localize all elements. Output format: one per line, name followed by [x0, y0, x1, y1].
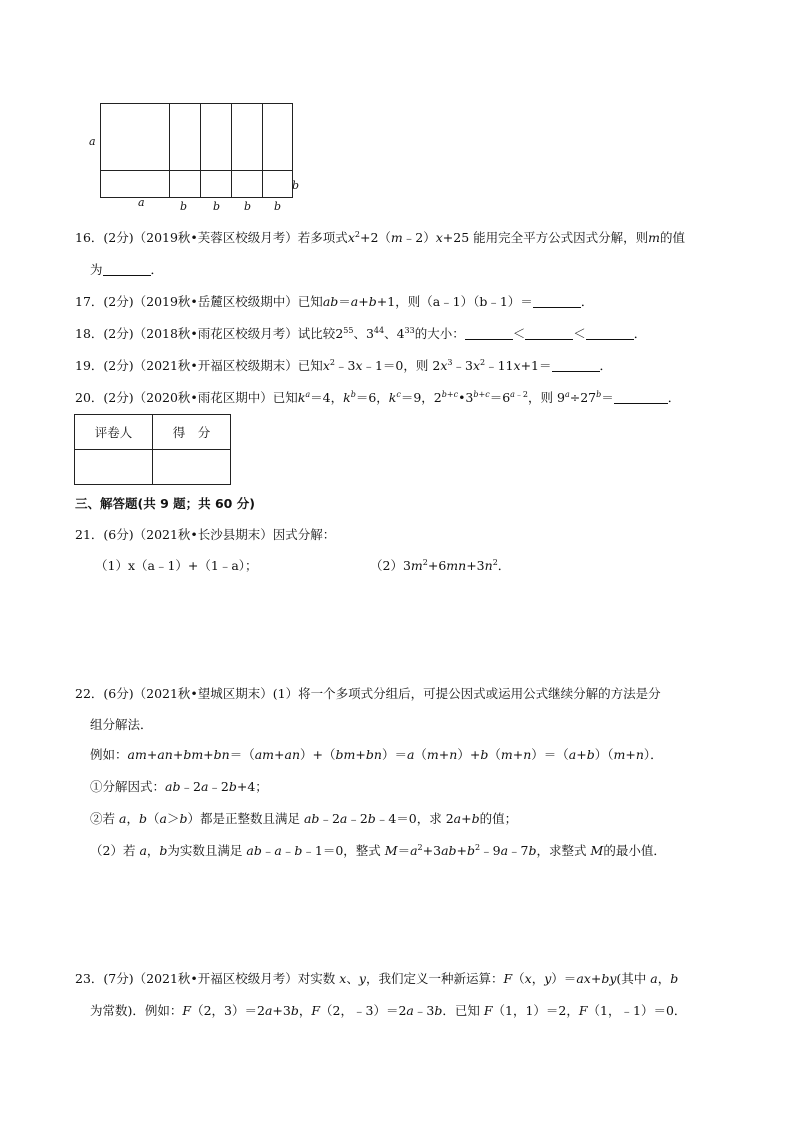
figure-label-b-bottom: b: [213, 200, 221, 213]
q16-prefix: 16．(2分)（2019秋•芙蓉区校级月考）若多项式: [75, 230, 348, 245]
q22-item2: ②若 a，b（a＞b）都是正整数且满足 ab﹣2a﹣2b﹣4＝0，求 2a+b的值；: [90, 811, 518, 826]
answer-blank[interactable]: [103, 263, 151, 276]
answer-blank[interactable]: [525, 327, 573, 340]
q22-item1-label: ①分解因式：: [90, 779, 166, 794]
q22-part2-label: （2）若: [90, 843, 136, 858]
q19-text: 19．(2分)（2021秋•开福区校级期末）已知: [75, 358, 323, 373]
score-table-header-score: 得 分: [153, 415, 231, 450]
answer-blank[interactable]: [552, 359, 600, 372]
figure-label-a-bottom: a: [138, 196, 145, 209]
q21-part2: $(2)3m^2+6mn+3n^2$．: [370, 557, 511, 573]
q21-part2-label: （2）: [370, 558, 403, 573]
q22-title-line2: 组分解法．: [90, 717, 153, 732]
question-22: [75, 685, 661, 703]
question-16-line2: 为 ．: [90, 262, 164, 277]
question-20: 20．(2分)（2020秋•雨花区期中）已知$k^a=4$，$k^b=6$，$k^c=9$，$2^{b+c}•3^{b+c}=6^{a﹣2}$，则 $9^a\div 27^b=$ ．: [75, 389, 681, 405]
q22-part2: （2）若 a，b为实数且满足 ab﹣a﹣b﹣1＝0，整式 $M=a^2+3ab+b^2﹣9a﹣7b$，求整式 M的最小值．: [90, 842, 666, 858]
figure-label-b-bottom: b: [180, 200, 188, 213]
answer-blank[interactable]: [614, 391, 668, 404]
q17-text-b: ，则（a﹣1）（b﹣1）＝: [395, 294, 533, 309]
score-table: [74, 414, 231, 485]
q23-l2: 为常数)．例如：: [90, 1003, 183, 1018]
q16-tail: 的值: [660, 230, 686, 245]
q16-line2: 为: [90, 262, 103, 277]
score-table-header-grader: 评卷人: [75, 415, 153, 450]
q22-item1: ①分解因式：ab﹣2a﹣2b+4；: [90, 779, 268, 794]
question-19: 19．(2分)（2021秋•开福区校级期末）已知$x^2﹣3x﹣1=0$，则 $2x^3﹣3x^2﹣11x+1=$ ．: [75, 357, 613, 373]
figure-vertical-line: [200, 103, 201, 197]
q22-example: 例如：am+an+bm+bn＝（am+an）+（bm+bn）＝a（m+n）+b（m+n）＝（a+b）（m+n）．: [90, 747, 663, 762]
q18-text: 18．(2分)（2018秋•雨花区校级月考）试比较: [75, 326, 336, 341]
figure-label-b-bottom: b: [274, 200, 282, 213]
score-table-cell-score[interactable]: [153, 450, 231, 485]
figure-vertical-line: [169, 103, 170, 197]
q22-example-label: 例如：: [90, 747, 128, 762]
question-23: 23．(7分)（2021秋•开福区校级月考）对实数 x、y，我们定义一种新运算：F（x，y）＝ax+by(其中 a，b: [75, 971, 679, 986]
q20-text: 20．(2分)（2020秋•雨花区期中）已知: [75, 390, 298, 405]
figure-label-a-side: a: [89, 135, 96, 148]
figure-vertical-line: [262, 103, 263, 197]
figure-vertical-line: [231, 103, 232, 197]
figure-label-b-right: b: [292, 179, 300, 192]
q22-item2-label: ②若: [90, 811, 116, 826]
question-21: [75, 526, 335, 544]
answer-blank[interactable]: [533, 295, 581, 308]
q22-title: 22．(6分)（2021秋•望城区期末）(1）将一个多项式分组后，可提公因式或运用公式继续分解的方法是分: [75, 686, 661, 701]
q23-line2: 为常数)．例如：F（2，3）＝2a+3b，F（2，﹣3）＝2a﹣3b．已知 F（1，1）＝2，F（1，﹣1）＝0．: [90, 1003, 687, 1018]
q23-title: 23．(7分)（2021秋•开福区校级月考）对实数: [75, 971, 336, 986]
figure-horizontal-line: [100, 170, 292, 171]
figure-outer-rect: [100, 103, 293, 198]
question-16: 16．(2分)（2019秋•芙蓉区校级月考）若多项式$x^2+2(m﹣2)x+25$ 能用完全平方公式因式分解，则m的值: [75, 229, 686, 245]
q21-title: 21．(6分)（2021秋•长沙县期末）因式分解：: [75, 527, 336, 542]
q16-rest: 能用完全平方公式因式分解，则: [473, 230, 649, 245]
question-18: 18．(2分)（2018秋•雨花区校级月考）试比较$2^{55}$、$3^{44}$、$4^{33}$的大小： ＜ ＜ ．: [75, 325, 647, 341]
answer-blank[interactable]: [465, 327, 513, 340]
section-heading: 三、解答题(共 9 题；共 60 分): [75, 496, 255, 511]
score-table-cell-grader[interactable]: [75, 450, 153, 485]
q17-text-a: 17．(2分)（2019秋•岳麓区校级期中）已知: [75, 294, 323, 309]
question-17: 17．(2分)（2019秋•岳麓区校级期中）已知ab＝a+b+1，则（a﹣1）（b﹣1）＝ ．: [75, 294, 594, 309]
figure-label-b-bottom: b: [244, 200, 252, 213]
answer-blank[interactable]: [586, 327, 634, 340]
q21-part1: （1）x（a﹣1）+（1﹣a）；: [95, 558, 258, 573]
